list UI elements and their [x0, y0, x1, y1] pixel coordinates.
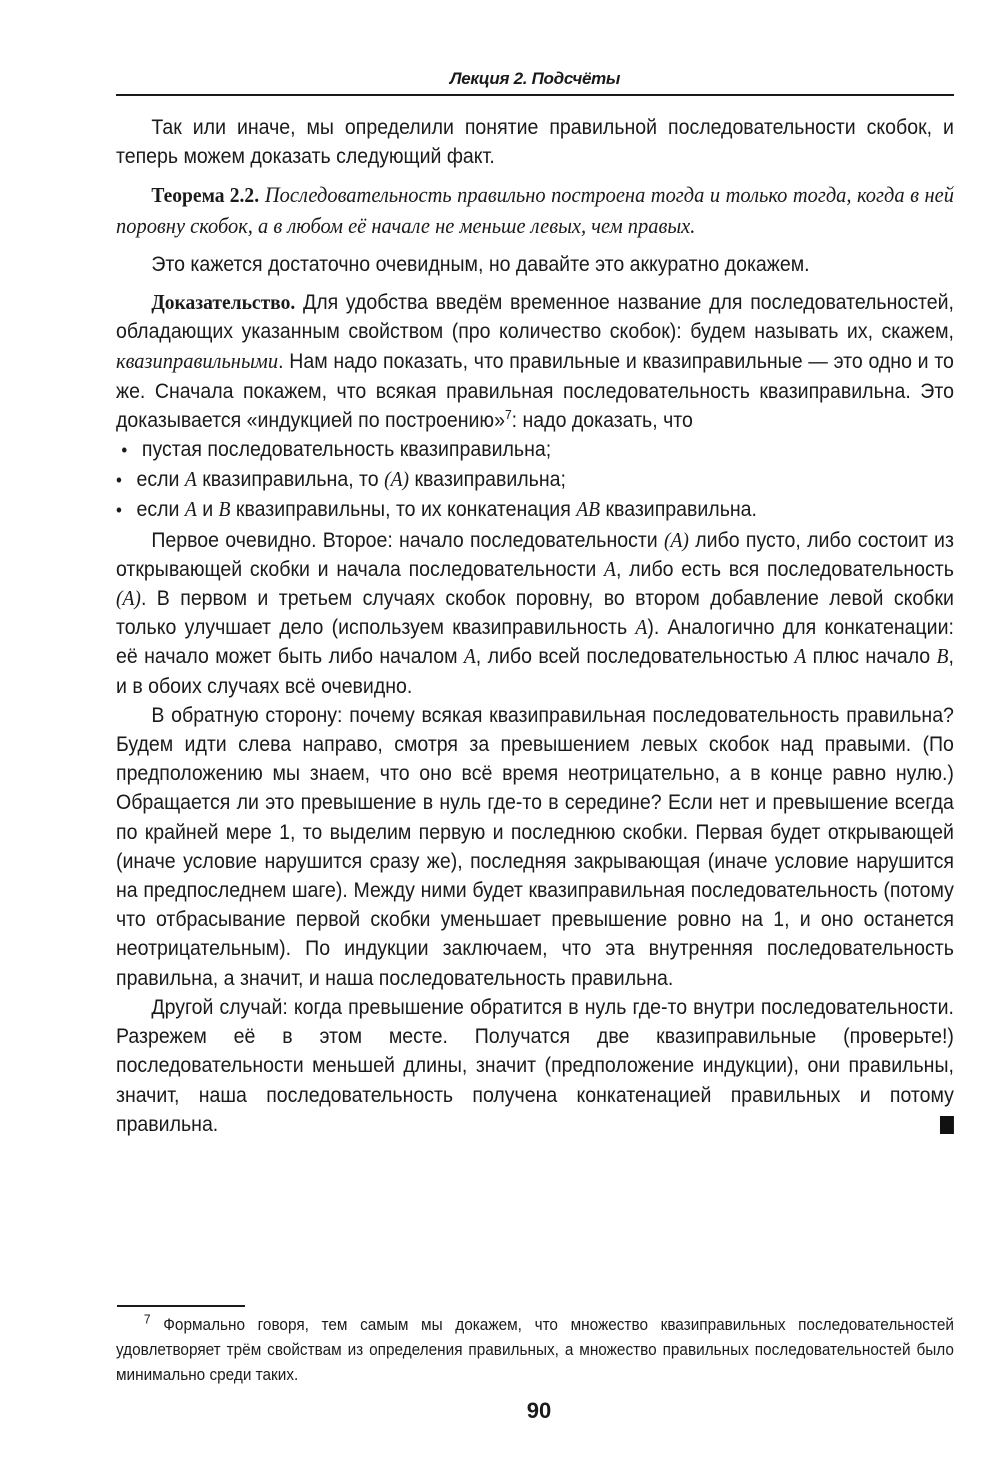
- footnote-number: 7: [143, 1311, 151, 1327]
- bullet-icon: •: [121, 440, 128, 461]
- text-run: Первое очевидно. Второе: начало последовательности: [151, 528, 665, 552]
- math-symbol: B: [218, 497, 231, 522]
- text-run: Другой случай: когда превышение обратится в нуль где-то внутри последовательности. Разрежем её в этом месте. Получатся две квазиправильные (проверьте!) последовательности меньшей длины, значит (предположение индукции), они правильны, значит, наша последовательность получена конкатенацией правильных и потому правильна.: [116, 995, 954, 1136]
- header-rule: [116, 94, 954, 96]
- proof-text-b: . Нам надо показать, что правильные и квазиправильные — это одно и то же. Сначала покажем, что всякая правильная последовательность квазиправильна. Это доказывается «индукцией по построению»: [116, 350, 954, 432]
- text-run: плюс начало: [806, 645, 937, 669]
- proof-paragraph-1: [116, 288, 954, 435]
- list-item-text: если: [136, 468, 180, 492]
- math-symbol: A: [184, 467, 197, 492]
- footnote: [116, 1313, 954, 1388]
- text-run: , и в обоих случаях всё очевидно.: [116, 645, 954, 698]
- page: [116, 66, 954, 1139]
- proof-paragraph-2: [116, 526, 954, 701]
- proof-label: Доказательство.: [151, 290, 296, 315]
- page-number: 90: [526, 1398, 552, 1423]
- list-item-text: пустая последовательность квазиправильна;: [141, 438, 552, 462]
- proof-paragraph-4: [116, 993, 954, 1139]
- running-head: Лекция 2. Подсчёты: [449, 69, 621, 88]
- text-run: , либо всей последовательностью: [475, 645, 795, 669]
- condition-list: [116, 435, 954, 526]
- proof-paragraph-3: В обратную сторону: почему всякая квазиправильная последовательность правильна? Будем идти слева направо, смотря за превышением левых скобок над правыми. (По предположению мы знаем, что оно всё время неотрицательно, а в конце равно нулю.) Обращается ли это превышение в нуль где-то в середине? Если нет и превышение всегда по крайней мере 1, то выделим первую и последнюю скобки. Первая будет открывающей (иначе условие нарушится сразу же), последняя закрывающая (иначе условие нарушится на предпоследнем шаге). Между ними будет квазиправильная последовательность (потому что отбрасывание первой скобки уменьшает превышение ровно на 1, и оно останется неотрицательным). По индукции заключаем, что эта внутренняя последовательность правильна, а значит, и наша последовательность правильна.: [116, 703, 954, 990]
- list-item-text: квазиправильна.: [605, 498, 757, 522]
- math-symbol: A: [635, 615, 648, 640]
- list-item: [116, 495, 954, 525]
- defined-term: квазиправильными: [116, 348, 279, 374]
- math-symbol: (A): [384, 467, 410, 492]
- proof-text-c: : надо доказать, что: [511, 408, 693, 432]
- text-run: . В первом и третьем случаях скобок поровну, во втором добавление левой скобки только улучшает дело (используем квазиправильность: [116, 587, 954, 640]
- list-item-text: квазиправильна, то: [202, 468, 379, 492]
- theorem-paragraph: [116, 180, 954, 240]
- math-symbol: A: [463, 644, 476, 669]
- footnote-text: Формально говоря, тем самым мы докажем, что множество квазиправильных последовательностей удовлетворяет трём свойствам из определения правильных, а множество правильных последовательностей было минимально среди таких.: [116, 1316, 954, 1384]
- list-item-text: квазиправильна;: [414, 468, 566, 492]
- list-item-text: и: [202, 498, 214, 522]
- qed-icon: [940, 1116, 954, 1134]
- math-symbol: AB: [576, 497, 601, 522]
- math-symbol: B: [936, 644, 949, 669]
- math-symbol: A: [794, 644, 807, 669]
- intro-paragraph: Так или иначе, мы определили понятие правильной последовательности скобок, и теперь можем доказать следующий факт.: [116, 116, 954, 169]
- footnote-rule: [117, 1305, 245, 1307]
- footnote-ref[interactable]: 7: [504, 406, 512, 422]
- remark-paragraph: Это кажется достаточно очевидным, но давайте это аккуратно докажем.: [151, 252, 810, 276]
- math-symbol: (A): [664, 527, 689, 552]
- theorem-label: Теорема 2.2.: [151, 183, 260, 208]
- bullet-icon: •: [116, 500, 122, 521]
- text-run: ). Аналогично для конкатенации: её начало может быть либо началом: [116, 616, 954, 669]
- math-symbol: (A): [116, 586, 141, 611]
- body-text: [116, 113, 954, 1139]
- text-run: либо пусто, либо состоит из открывающей скобки и начала последовательности: [116, 528, 954, 581]
- bullet-icon: •: [116, 470, 122, 491]
- theorem-statement: Последовательность правильно построена тогда и только тогда, когда в ней поровну скобок, а в любом её начале не меньше левых, чем правых.: [116, 182, 954, 238]
- proof-text-a: Для удобства введём временное название для последовательностей, обладающих указанным свойством (про количество скобок): будем называть их, скажем,: [116, 291, 954, 344]
- text-run: , либо есть вся последовательность: [615, 557, 954, 581]
- math-symbol: A: [184, 497, 197, 522]
- list-item: [116, 435, 954, 465]
- footnote-paragraph: [116, 1313, 954, 1388]
- math-symbol: A: [604, 556, 616, 581]
- list-item-text: если: [136, 498, 180, 522]
- list-item: [116, 465, 954, 495]
- list-item-text: квазиправильны, то их конкатенация: [235, 498, 571, 522]
